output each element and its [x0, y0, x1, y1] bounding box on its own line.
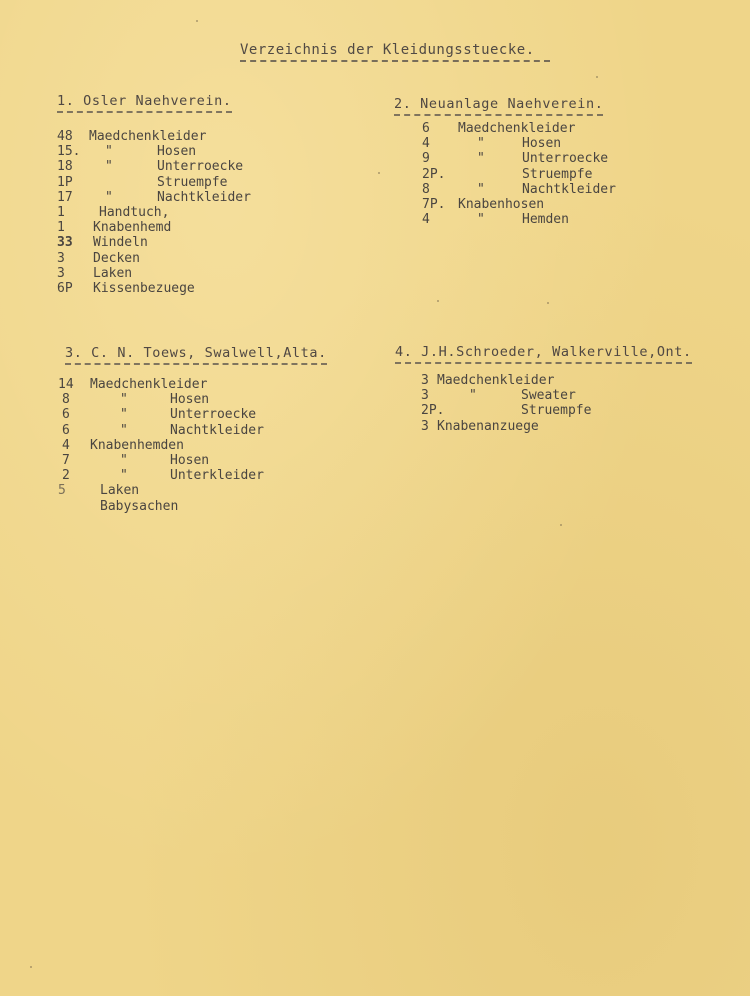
item-quantity: 4: [62, 437, 70, 453]
paper-speck: [596, 76, 598, 78]
item-quantity: 6: [62, 407, 70, 423]
item-quantity: 17: [57, 189, 73, 205]
item-label: Nachtkleider: [522, 181, 616, 197]
item-label: Hemden: [522, 212, 569, 228]
title-underline: [240, 60, 550, 62]
ditto-mark: ": [477, 181, 485, 197]
item-label: Unterroecke: [522, 151, 609, 167]
item-label: Maedchenkleider: [437, 373, 555, 388]
section-heading: 2. Neuanlage Naehverein.: [394, 96, 604, 112]
list-item: [58, 483, 381, 498]
section-schroeder-walkerville: [395, 341, 725, 434]
item-quantity: 48: [57, 129, 73, 144]
item-quantity: 4: [422, 212, 430, 228]
item-quantity: 1: [57, 220, 65, 236]
item-label: Maedchenkleider: [90, 377, 208, 392]
ditto-mark: ": [120, 422, 128, 438]
heading-underline: [57, 111, 232, 113]
item-label: Handtuch,: [99, 204, 170, 220]
list-item: [421, 403, 725, 418]
item-quantity: 6P: [57, 280, 73, 296]
item-quantity: 3: [421, 388, 429, 404]
list-item: [57, 159, 357, 174]
item-list: [422, 121, 724, 227]
list-item: [58, 453, 381, 468]
item-quantity: 14: [58, 377, 74, 392]
item-quantity: 33: [57, 235, 73, 251]
heading-underline: [394, 114, 603, 116]
item-label: Nachtkleider: [170, 422, 264, 438]
item-label: Laken: [100, 483, 140, 499]
ditto-mark: ": [105, 159, 113, 175]
paper-speck: [378, 172, 380, 174]
item-label: Struempfe: [157, 174, 228, 190]
list-item: [421, 373, 725, 388]
section-heading-wrap: [57, 93, 232, 113]
item-quantity: 2P.: [422, 166, 446, 182]
list-item: [57, 251, 357, 266]
ditto-mark: ": [120, 452, 128, 468]
list-item: [422, 197, 724, 212]
item-quantity: 1P: [57, 174, 73, 190]
paper-speck: [437, 300, 439, 302]
item-quantity: 3: [421, 373, 429, 388]
section-heading-wrap: [65, 345, 327, 365]
ditto-mark: ": [120, 468, 128, 484]
item-label: Decken: [93, 250, 140, 266]
item-list: [421, 373, 725, 434]
paper-speck: [196, 20, 198, 22]
paper-speck: [547, 302, 549, 304]
section-heading-wrap: [394, 96, 603, 116]
list-item: [57, 266, 357, 281]
section-heading-wrap: [395, 344, 692, 364]
list-item: [57, 235, 357, 250]
ditto-mark: ": [120, 407, 128, 423]
item-quantity: 8: [62, 392, 70, 408]
section-osler-naehverein: [57, 90, 357, 296]
heading-underline: [395, 362, 692, 364]
item-quantity: 2: [62, 468, 70, 484]
list-item: [57, 205, 357, 220]
item-quantity: 7: [62, 452, 70, 468]
item-quantity: 6: [422, 121, 430, 136]
list-item: [422, 182, 724, 197]
item-label: Knabenhemden: [90, 437, 184, 453]
item-label: Struempfe: [521, 403, 592, 419]
item-label: Unterroecke: [170, 407, 257, 423]
item-quantity: 4: [422, 136, 430, 152]
list-item: [58, 377, 381, 392]
item-quantity: 2P.: [421, 403, 445, 419]
item-label: Unterroecke: [157, 159, 244, 175]
ditto-mark: ": [105, 189, 113, 205]
ditto-mark: ": [477, 151, 485, 167]
item-label: Windeln: [93, 235, 148, 251]
item-quantity: 6: [62, 422, 70, 438]
item-label: Hosen: [170, 392, 210, 408]
item-label: Kissenbezuege: [93, 280, 195, 296]
section-heading: 4. J.H.Schroeder, Walkerville,Ont.: [395, 344, 692, 360]
item-label: Babysachen: [100, 498, 179, 514]
section-heading: 1. Osler Naehverein.: [57, 93, 232, 109]
list-item: [58, 407, 381, 422]
list-item: [58, 468, 381, 483]
section-heading: 3. C. N. Toews, Swalwell,Alta.: [65, 345, 327, 361]
item-quantity: 3: [57, 265, 65, 281]
ditto-mark: ": [477, 136, 485, 152]
item-label: Sweater: [521, 388, 576, 404]
item-quantity: 1: [57, 204, 65, 220]
list-item: [422, 151, 724, 166]
section-toews-swalwell: [58, 342, 381, 514]
list-item: [58, 392, 381, 407]
item-label: Maedchenkleider: [458, 121, 576, 136]
item-label: Unterkleider: [170, 468, 264, 484]
item-label: Hosen: [157, 144, 197, 160]
list-item: [57, 190, 357, 205]
paper-speck: [30, 966, 32, 968]
item-quantity: 9: [422, 151, 430, 167]
item-quantity: 3: [57, 250, 65, 266]
item-label: Struempfe: [522, 166, 593, 182]
list-item: [57, 144, 357, 159]
item-label: Nachtkleider: [157, 189, 251, 205]
item-quantity: 8: [422, 181, 430, 197]
ditto-mark: ": [469, 388, 477, 404]
section-neuanlage-naehverein: [394, 93, 724, 227]
ditto-mark: ": [477, 212, 485, 228]
list-item: [422, 136, 724, 151]
ditto-mark: ": [120, 392, 128, 408]
list-item: [58, 423, 381, 438]
item-quantity: 7P.: [422, 196, 446, 212]
list-item: [57, 175, 357, 190]
item-list: [57, 129, 357, 296]
item-list: [58, 377, 381, 514]
item-label: Maedchenkleider: [89, 129, 207, 144]
heading-underline: [65, 363, 327, 365]
list-item: [57, 281, 357, 296]
item-label: Knabenhosen: [458, 196, 545, 212]
list-item: [421, 419, 725, 434]
item-quantity: 5: [58, 483, 66, 499]
list-item: [422, 121, 724, 136]
ditto-mark: ": [105, 144, 113, 160]
list-item: [57, 129, 357, 144]
list-item: [422, 212, 724, 227]
item-label: Knabenanzuege: [437, 418, 539, 434]
item-label: Hosen: [170, 452, 210, 468]
item-quantity: 15.: [57, 144, 81, 160]
item-label: Knabenhemd: [93, 220, 172, 236]
item-quantity: 18: [57, 159, 73, 175]
list-item: [58, 438, 381, 453]
list-item: [422, 167, 724, 182]
list-item: [421, 388, 725, 403]
item-quantity: 3: [421, 418, 429, 434]
list-item: [57, 220, 357, 235]
document-title: Verzeichnis der Kleidungsstuecke.: [240, 42, 535, 58]
paper-speck: [560, 524, 562, 526]
list-item: [58, 499, 381, 514]
item-label: Laken: [93, 265, 133, 281]
item-label: Hosen: [522, 136, 562, 152]
